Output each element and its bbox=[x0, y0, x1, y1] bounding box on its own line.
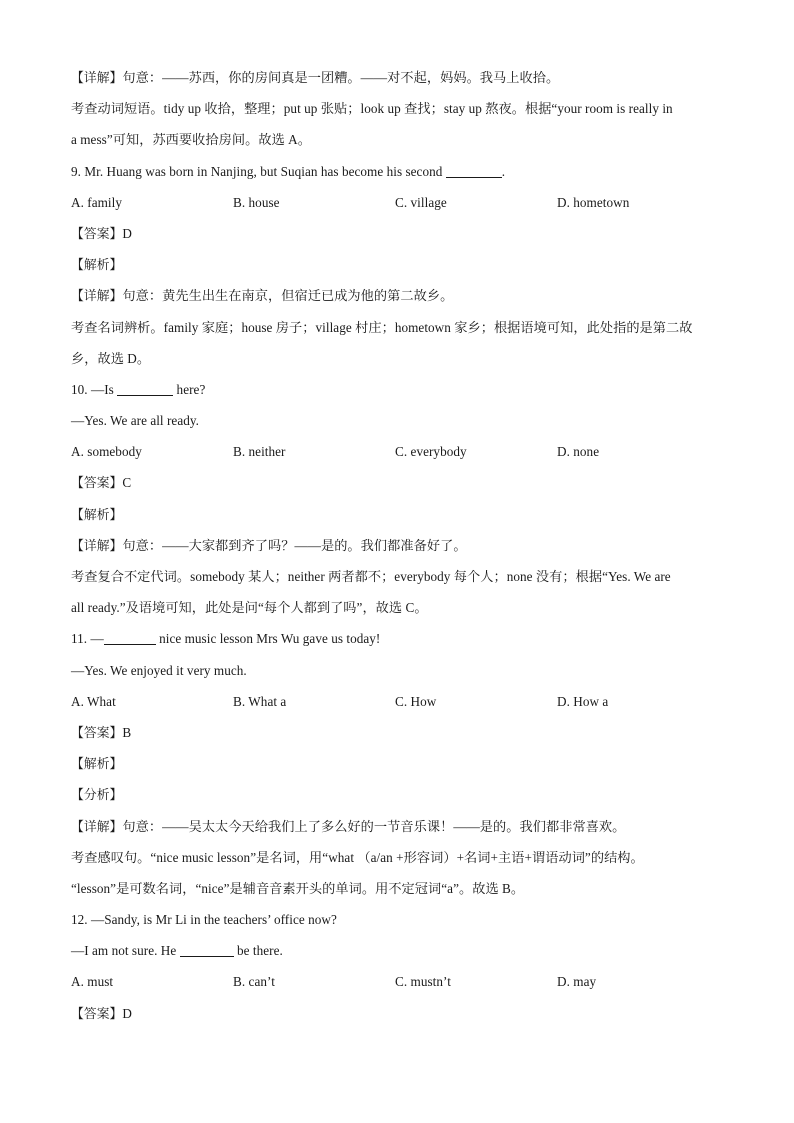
q11-option-c: C. How bbox=[395, 693, 437, 709]
q11-explain-tag: 【解析】 bbox=[71, 757, 123, 773]
q10-option-a: A. somebody bbox=[71, 444, 142, 460]
q11-explain bbox=[71, 748, 731, 779]
q10-answer-value: C bbox=[122, 475, 132, 491]
q10-option-c: C. everybody bbox=[395, 444, 467, 460]
q10-blank bbox=[117, 381, 173, 396]
q12-option-c: C. mustn’t bbox=[395, 974, 451, 990]
q11-detail-text: 句意：——吴太太今天给我们上了多么好的一节音乐课！——是的。我们都非常喜欢。 bbox=[122, 818, 626, 834]
q9-analysis-line-2: 乡，故选 D。 bbox=[71, 350, 151, 366]
q12-answer bbox=[71, 998, 731, 1029]
q10-option-d: D. none bbox=[557, 444, 600, 460]
q10-answer bbox=[71, 467, 731, 498]
q10-stem bbox=[71, 374, 731, 405]
q9-option-c: C. village bbox=[395, 194, 447, 210]
q12-option-d: D. may bbox=[557, 974, 597, 990]
q10-analysis-line-1: 考查复合不定代词。somebody 某人；neither 两者都不；everybody 每个人；none 没有；根据“Yes. We are bbox=[71, 569, 671, 584]
q9-option-b: B. house bbox=[233, 194, 280, 210]
q12-blank bbox=[180, 942, 234, 957]
q11-answer-tag: 【答案】 bbox=[71, 725, 123, 741]
q12-option-b: B. can’t bbox=[233, 974, 275, 990]
q8-analysis-line-2: a mess”可知，苏西要收拾房间。故选 A。 bbox=[71, 132, 311, 148]
q11-option-a: A. What bbox=[71, 693, 116, 709]
q10-stem-after: here? bbox=[173, 381, 206, 397]
q9-stem bbox=[71, 156, 731, 187]
q10-options bbox=[71, 436, 731, 467]
q11-answer bbox=[71, 717, 731, 748]
q9-answer-value: D bbox=[122, 225, 132, 241]
q9-analysis-line-1: 考查名词辨析。family 家庭；house 房子；village 村庄；hometown 家乡；根据语境可知，此处指的是第二故 bbox=[71, 319, 693, 335]
q11-analysis-line-2: “lesson”是可数名词，“nice”是辅音音素开头的单词。用不定冠词“a”。故选 B。 bbox=[71, 880, 525, 896]
q9-stem-after: . bbox=[501, 163, 506, 179]
q10-reply: —Yes. We are all ready. bbox=[71, 413, 200, 429]
q11-option-b: B. What a bbox=[233, 693, 287, 709]
q12-stem: 12. —Sandy, is Mr Li in the teachers’ office now? bbox=[71, 912, 337, 928]
q12-option-a: A. must bbox=[71, 974, 114, 990]
q12-reply-before: —I am not sure. He bbox=[71, 943, 180, 959]
q12-reply-after: be there. bbox=[233, 943, 283, 959]
q11-blank bbox=[104, 630, 156, 645]
q10-detail-text: 句意：——大家都到齐了吗？——是的。我们都准备好了。 bbox=[122, 537, 467, 553]
q9-blank bbox=[446, 163, 502, 178]
q9-answer bbox=[71, 218, 731, 249]
document-page bbox=[71, 62, 731, 1029]
q11-options bbox=[71, 686, 731, 717]
q9-explain bbox=[71, 249, 731, 280]
q11-stem-before: 11. — bbox=[71, 631, 104, 647]
q8-detail-tag: 【详解】 bbox=[71, 71, 123, 86]
q10-answer-tag: 【答案】 bbox=[71, 476, 123, 492]
q9-stem-before: 9. Mr. Huang was born in Nanjing, but Suqian has become his second bbox=[71, 163, 446, 179]
q10-stem-before: 10. —Is bbox=[71, 381, 118, 397]
q9-options bbox=[71, 187, 731, 218]
q8-detail bbox=[71, 62, 731, 93]
q10-explain-tag: 【解析】 bbox=[71, 507, 123, 523]
q9-option-d: D. hometown bbox=[557, 194, 630, 210]
q10-detail-tag: 【详解】 bbox=[71, 538, 123, 554]
q11-stem bbox=[71, 623, 731, 654]
q12-answer-value: D bbox=[122, 1005, 132, 1021]
q11-analysis-line-1: 考查感叹句。“nice music lesson”是名词，用“what （a/an +形容词）+名词+主语+谓语动词”的结构。 bbox=[71, 849, 644, 865]
q8-analysis-line-1: 考查动词短语。tidy up 收拾，整理；put up 张贴；look up 查找；stay up 熬夜。根据“your room is really in bbox=[71, 101, 673, 117]
q9-answer-tag: 【答案】 bbox=[71, 226, 123, 242]
q12-answer-tag: 【答案】 bbox=[71, 1006, 123, 1022]
q9-explain-tag: 【解析】 bbox=[71, 258, 123, 274]
q9-detail-tag: 【详解】 bbox=[71, 289, 123, 305]
q9-option-a: A. family bbox=[71, 194, 122, 210]
q11-reply: —Yes. We enjoyed it very much. bbox=[71, 662, 247, 678]
q12-options bbox=[71, 966, 731, 997]
q11-analysis-tag: 【分析】 bbox=[71, 788, 123, 804]
q12-reply bbox=[71, 935, 731, 966]
q9-detail bbox=[71, 280, 731, 311]
q11-analysis bbox=[71, 779, 731, 810]
q11-detail bbox=[71, 811, 731, 842]
q11-answer-value: B bbox=[122, 724, 132, 740]
q10-detail bbox=[71, 530, 731, 561]
q11-detail-tag: 【详解】 bbox=[71, 819, 123, 835]
q11-option-d: D. How a bbox=[557, 693, 609, 709]
q9-detail-text: 句意：黄先生出生在南京，但宿迁已成为他的第二故乡。 bbox=[122, 288, 454, 304]
q11-stem-after: nice music lesson Mrs Wu gave us today! bbox=[155, 631, 381, 647]
q8-detail-text: 句意：——苏西，你的房间真是一团糟。——对不起，妈妈。我马上收拾。 bbox=[122, 70, 560, 85]
q10-analysis-line-2: all ready.”及语境可知，此处是问“每个人都到了吗”，故选 C。 bbox=[71, 600, 428, 616]
q10-option-b: B. neither bbox=[233, 444, 286, 460]
q10-explain bbox=[71, 499, 731, 530]
